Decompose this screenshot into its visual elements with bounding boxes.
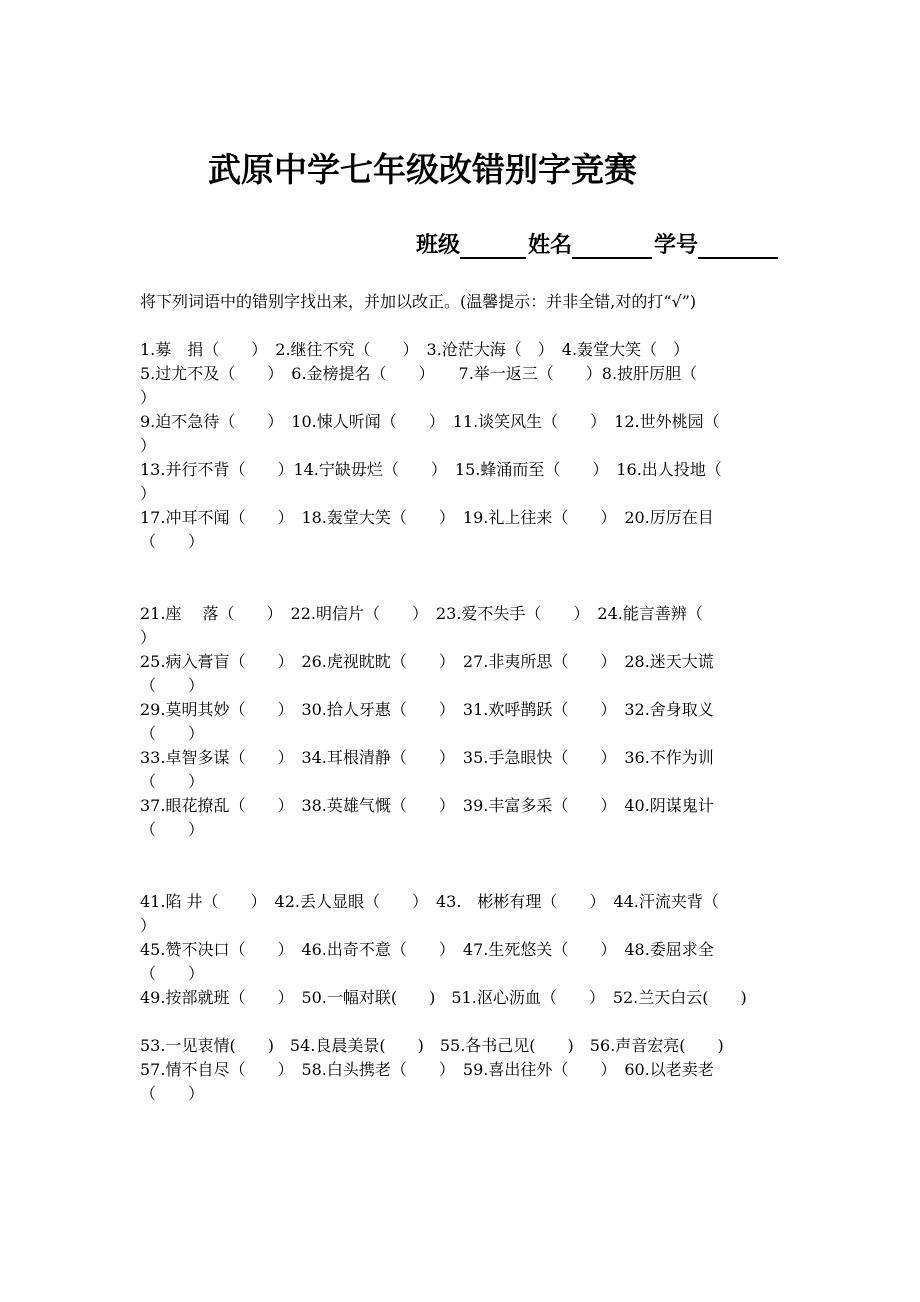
exercise-line: ） [140, 436, 157, 455]
exercise-line: 41.陷 井（ ） 42.丢人显眼（ ） 43. 彬彬有理（ ） 44.汗流夹背（ [140, 892, 719, 911]
page-title: 武原中学七年级改错别字竞赛 [208, 150, 637, 189]
exercise-line: 37.眼花撩乱（ ） 38.英雄气慨（ ） 39.丰富多采（ ） 40.阴谋鬼计 [140, 796, 714, 815]
exercise-line: 49.按部就班（ ） 50.一幅对联( ) 51.沤心沥血（ ） 52.兰天白云( ) [140, 988, 747, 1007]
group-2 [140, 602, 790, 842]
exercise-line: 9.迫不急待（ ） 10.悚人听闻（ ） 11.谈笑风生（ ） 12.世外桃园（ [140, 412, 720, 431]
exercise-line: （ ） [140, 1084, 205, 1103]
exercise-line: ） [140, 484, 157, 503]
exercise-line: 17.冲耳不闻（ ） 18.轰堂大笑（ ） 19.礼上往来（ ） 20.厉厉在目 [140, 508, 714, 527]
exercise-line: （ ） [140, 964, 205, 983]
exercise-line: （ ） [140, 820, 205, 839]
student-info-line [416, 228, 780, 259]
group-3 [140, 890, 790, 1010]
exercise-line: ） [140, 916, 157, 935]
exercise-line: 13.并行不背（ ）14.宁缺毋烂（ ） 15.蜂涌而至（ ） 16.出人投地（ [140, 460, 722, 479]
exercise-line: （ ） [140, 772, 205, 791]
exercise-line: 53.一见衷情( ) 54.良晨美景( ) 55.各书己见( ) 56.声音宏亮( ) [140, 1036, 724, 1055]
class-label: 班级 [415, 233, 460, 258]
exercise-line: 21.座 落（ ） 22.明信片（ ） 23.爱不失手（ ） 24.能言善辨（ [140, 604, 703, 623]
exercise-line: 25.病入膏盲（ ） 26.虎视眈眈（ ） 27.非夷所思（ ） 28.迷天大谎 [140, 652, 714, 671]
group-4 [140, 1034, 790, 1106]
exercise-line: （ ） [140, 676, 205, 695]
class-blank[interactable] [460, 235, 526, 259]
exercise-line: ） [140, 628, 157, 647]
exercise-line: 33.卓智多谋（ ） 34.耳根清静（ ） 35.手急眼快（ ） 36.不作为训 [140, 748, 714, 767]
exercise-line: （ ） [140, 532, 205, 551]
instruction-text: 将下列词语中的错别字找出来，并加以改正。(温馨提示：并非全错,对的打“√”) [140, 292, 697, 311]
exercise-line: 45.赞不决口（ ） 46.出奇不意（ ） 47.生死悠关（ ） 48.委屈求全 [140, 940, 714, 959]
spacer [140, 554, 790, 602]
spacer [140, 1010, 790, 1034]
exercise-line: 1.募 捐（ ） 2.继往不究（ ） 3.沧茫大海（ ） 4.轰堂大笑（ ） [140, 340, 690, 359]
exercise-line: （ ） [140, 724, 205, 743]
name-label: 姓名 [527, 233, 572, 258]
group-1 [140, 338, 790, 554]
exercise-line: 5.过尤不及（ ） 6.金榜提名（ ） 7.举一返三（ ）8.披肝厉胆（ [140, 364, 698, 383]
exercise-line: ） [140, 388, 157, 407]
exercise-line: 29.莫明其妙（ ） 30.拾人牙惠（ ） 31.欢呼鹊跃（ ） 32.舍身取义 [140, 700, 714, 719]
id-label: 学号 [653, 233, 698, 258]
exercise-body [140, 290, 790, 1106]
id-blank[interactable] [698, 235, 778, 259]
exercise-line: 57.情不自尽（ ） 58.白头携老（ ） 59.喜出往外（ ） 60.以老卖老 [140, 1060, 714, 1079]
spacer [140, 842, 790, 890]
name-blank[interactable] [572, 235, 652, 259]
